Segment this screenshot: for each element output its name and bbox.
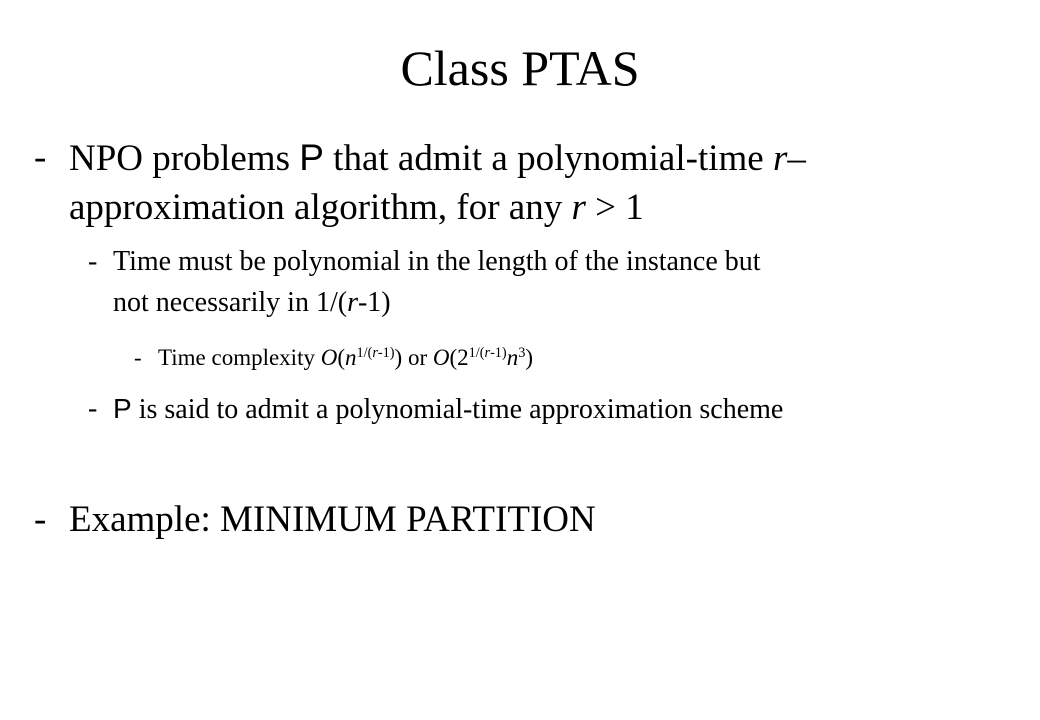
bullet-line-2 xyxy=(69,186,644,230)
problem-symbol: P xyxy=(113,393,132,424)
text-span: 1/( xyxy=(356,345,373,362)
variable-r: r xyxy=(347,287,358,318)
bullet-marker: - xyxy=(88,246,98,277)
text-span: > 1 xyxy=(585,187,644,228)
text-span: – xyxy=(787,138,806,179)
variable-r: r xyxy=(484,345,491,362)
text-span: or xyxy=(402,345,433,370)
text-span: NPO problems xyxy=(69,138,300,179)
variable-r: r xyxy=(372,345,378,362)
subbullet-line xyxy=(113,391,783,428)
subbullet-line-1 xyxy=(113,244,761,280)
variable-n: n xyxy=(345,345,357,370)
slide-title: Class PTAS xyxy=(400,40,640,96)
text-span: -1) xyxy=(490,345,507,362)
bullet-marker: - xyxy=(134,345,142,370)
bullet-line xyxy=(69,498,596,542)
exponent xyxy=(357,345,395,361)
text-span: that admit a polynomial-time xyxy=(323,138,773,179)
text-span: ) xyxy=(525,345,533,370)
text-span: (2 xyxy=(449,345,469,370)
complexity-expression xyxy=(158,343,533,373)
variable-r: r xyxy=(571,187,586,228)
text-span: is said to admit a polynomial-time approximation scheme xyxy=(131,394,784,425)
variable-n: n xyxy=(506,345,519,370)
text-span: 1/( xyxy=(468,345,485,362)
big-o: O xyxy=(320,345,338,370)
text-span: ( xyxy=(337,345,346,370)
text-span: Example: MINIMUM PARTITION xyxy=(69,499,596,540)
big-o: O xyxy=(432,345,450,370)
text-span: -1) xyxy=(357,287,391,318)
exponent: 3 xyxy=(518,345,526,362)
bullet-marker: - xyxy=(34,499,47,540)
problem-symbol: P xyxy=(299,137,324,178)
variable-r: r xyxy=(772,138,788,179)
subbullet-line-2 xyxy=(113,285,391,321)
text-span: not necessarily in 1/( xyxy=(113,287,348,318)
text-span: approximation algorithm, for any xyxy=(69,187,572,228)
exponent xyxy=(469,345,507,361)
bullet-line-1 xyxy=(69,136,806,181)
text-span: -1) xyxy=(377,345,395,362)
text-span: ) xyxy=(394,345,403,370)
bullet-marker: - xyxy=(88,393,98,424)
text-span: Time must be polynomial in the length of the instance but xyxy=(113,246,761,277)
bullet-marker: - xyxy=(34,137,47,178)
text-span: Time complexity xyxy=(158,345,321,370)
